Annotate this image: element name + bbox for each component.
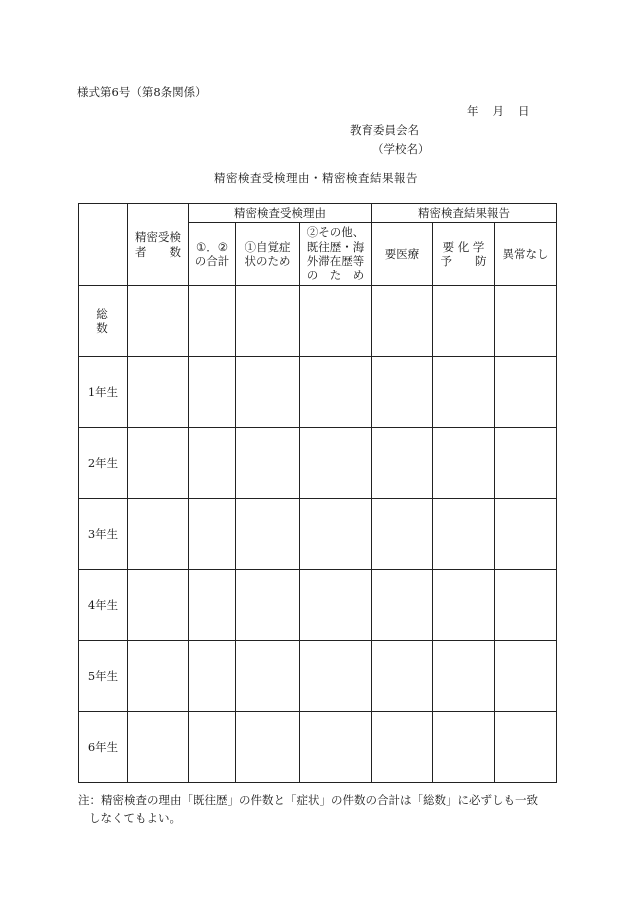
row-label-grade3: 3年生 bbox=[79, 499, 128, 570]
input-cell[interactable] bbox=[372, 641, 433, 712]
input-cell[interactable] bbox=[128, 357, 189, 428]
input-cell[interactable] bbox=[300, 286, 372, 357]
input-cell[interactable] bbox=[495, 641, 557, 712]
input-cell[interactable] bbox=[433, 641, 495, 712]
input-cell[interactable] bbox=[128, 570, 189, 641]
row-label-grade4: 4年生 bbox=[79, 570, 128, 641]
row-label-grade6: 6年生 bbox=[79, 712, 128, 783]
date-month: 月 bbox=[492, 104, 504, 118]
table-row bbox=[79, 712, 557, 783]
date-year: 年 bbox=[467, 104, 479, 118]
input-cell[interactable] bbox=[300, 499, 372, 570]
input-cell[interactable] bbox=[372, 712, 433, 783]
row-label-total: 総数 bbox=[79, 286, 128, 357]
date-line bbox=[467, 103, 544, 119]
col-other-line1: ②その他、 bbox=[306, 225, 365, 240]
input-cell[interactable] bbox=[189, 570, 236, 641]
input-cell[interactable] bbox=[495, 286, 557, 357]
input-cell[interactable] bbox=[189, 712, 236, 783]
col-normal: 異常なし bbox=[495, 223, 557, 286]
input-cell[interactable] bbox=[433, 570, 495, 641]
table-row bbox=[79, 286, 557, 357]
row-label-grade2: 2年生 bbox=[79, 428, 128, 499]
col-sum bbox=[189, 223, 236, 286]
input-cell[interactable] bbox=[495, 499, 557, 570]
input-cell[interactable] bbox=[495, 570, 557, 641]
col-symptom bbox=[236, 223, 300, 286]
input-cell[interactable] bbox=[372, 428, 433, 499]
input-cell[interactable] bbox=[236, 499, 300, 570]
input-cell[interactable] bbox=[189, 641, 236, 712]
row-label-grade5: 5年生 bbox=[79, 641, 128, 712]
input-cell[interactable] bbox=[372, 570, 433, 641]
table-row bbox=[79, 570, 557, 641]
input-cell[interactable] bbox=[372, 499, 433, 570]
date-day: 日 bbox=[518, 104, 530, 118]
form-title: 精密検査受検理由・精密検査結果報告 bbox=[214, 171, 418, 185]
table-row bbox=[79, 357, 557, 428]
input-cell[interactable] bbox=[495, 357, 557, 428]
col-prevention-line1: 要 化 学 bbox=[442, 239, 485, 254]
col-examinees bbox=[128, 204, 189, 286]
col-prevention-line2: 予 防 bbox=[440, 254, 487, 268]
col-examinees-line2: 者 数 bbox=[135, 244, 181, 259]
row-label-grade1: 1年生 bbox=[79, 357, 128, 428]
form-number: 様式第6号（第8条関係） bbox=[77, 85, 207, 99]
input-cell[interactable] bbox=[236, 641, 300, 712]
input-cell[interactable] bbox=[372, 357, 433, 428]
input-cell[interactable] bbox=[189, 499, 236, 570]
input-cell[interactable] bbox=[300, 641, 372, 712]
col-other-line4: の た め bbox=[306, 268, 365, 283]
input-cell[interactable] bbox=[433, 357, 495, 428]
input-cell[interactable] bbox=[236, 428, 300, 499]
input-cell[interactable] bbox=[300, 570, 372, 641]
col-other bbox=[300, 223, 372, 286]
col-sum-line2: の合計 bbox=[194, 254, 230, 268]
col-symptom-line2: 状のため bbox=[244, 254, 291, 268]
input-cell[interactable] bbox=[433, 286, 495, 357]
corner-cell bbox=[79, 204, 128, 286]
col-examinees-line1: 精密受検 bbox=[135, 230, 181, 245]
col-prevention bbox=[433, 223, 495, 286]
input-cell[interactable] bbox=[300, 428, 372, 499]
table-row bbox=[79, 499, 557, 570]
group-result-header: 精密検査結果報告 bbox=[372, 204, 557, 223]
input-cell[interactable] bbox=[372, 286, 433, 357]
input-cell[interactable] bbox=[128, 499, 189, 570]
input-cell[interactable] bbox=[236, 570, 300, 641]
report-table bbox=[78, 203, 557, 783]
footnote-line1: 注：精密検査の理由「既往歴」の件数と「症状」の件数の合計は「総数」に必ずしも一致 bbox=[78, 793, 538, 807]
table-row bbox=[79, 428, 557, 499]
input-cell[interactable] bbox=[128, 712, 189, 783]
input-cell[interactable] bbox=[433, 428, 495, 499]
school-name: （学校名） bbox=[372, 142, 430, 156]
input-cell[interactable] bbox=[128, 286, 189, 357]
input-cell[interactable] bbox=[300, 712, 372, 783]
input-cell[interactable] bbox=[236, 712, 300, 783]
footnote-line2: しなくてもよい。 bbox=[89, 811, 181, 825]
col-symptom-line1: ①自覚症 bbox=[244, 239, 291, 254]
input-cell[interactable] bbox=[128, 641, 189, 712]
input-cell[interactable] bbox=[189, 428, 236, 499]
input-cell[interactable] bbox=[189, 357, 236, 428]
input-cell[interactable] bbox=[236, 286, 300, 357]
input-cell[interactable] bbox=[495, 428, 557, 499]
input-cell[interactable] bbox=[236, 357, 300, 428]
col-other-line3: 外滞在歴等 bbox=[306, 254, 365, 268]
footnote bbox=[78, 791, 578, 827]
col-medical: 要医療 bbox=[372, 223, 433, 286]
col-other-line2: 既往歴・海 bbox=[306, 239, 365, 254]
table-row bbox=[79, 641, 557, 712]
input-cell[interactable] bbox=[128, 428, 189, 499]
group-reason-header: 精密検査受検理由 bbox=[189, 204, 372, 223]
input-cell[interactable] bbox=[300, 357, 372, 428]
input-cell[interactable] bbox=[189, 286, 236, 357]
col-sum-line1: ①．② bbox=[195, 239, 229, 254]
header-row-1 bbox=[79, 204, 557, 223]
input-cell[interactable] bbox=[433, 712, 495, 783]
input-cell[interactable] bbox=[433, 499, 495, 570]
input-cell[interactable] bbox=[495, 712, 557, 783]
committee-name: 教育委員会名 bbox=[350, 123, 419, 137]
